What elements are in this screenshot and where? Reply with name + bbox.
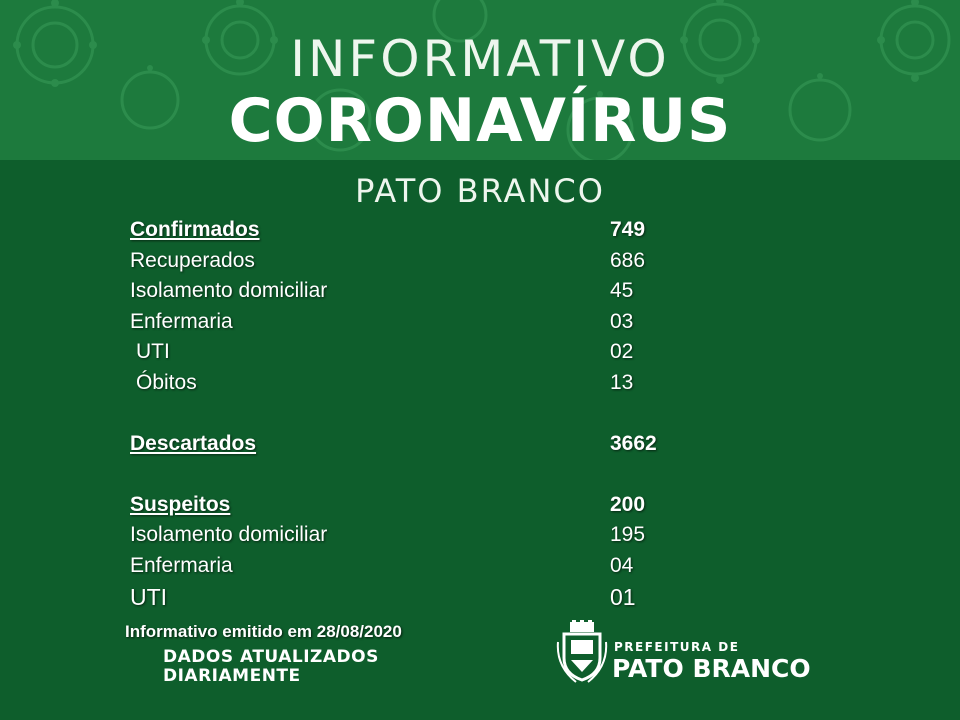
stat-label: Isolamento domiciliar xyxy=(130,279,328,302)
stat-value: 03 xyxy=(610,309,634,333)
stat-value: 3662 xyxy=(610,431,657,455)
logo-prefeitura-label: PREFEITURA DE xyxy=(614,640,740,654)
stat-label: Óbitos xyxy=(136,370,197,394)
stat-row-obitos xyxy=(130,369,690,400)
stat-row-uti xyxy=(130,338,690,369)
spacer xyxy=(130,399,690,430)
stat-label: Confirmados xyxy=(130,218,260,241)
stat-value: 02 xyxy=(610,340,634,363)
stat-label: UTI xyxy=(130,584,168,610)
stat-value: 749 xyxy=(610,218,646,241)
spacer xyxy=(130,460,690,491)
stat-value: 01 xyxy=(610,584,636,610)
title-coronavirus: CORONAVÍRUS xyxy=(228,86,732,156)
stat-row-recuperados xyxy=(130,247,690,278)
header-banner xyxy=(0,0,960,160)
daily-line-1: DADOS ATUALIZADOS xyxy=(163,647,379,667)
logo-city-name: PATO BRANCO xyxy=(612,654,811,683)
daily-update-note xyxy=(163,648,379,686)
title-informativo: INFORMATIVO xyxy=(290,30,670,88)
stat-row-confirmados xyxy=(130,216,690,247)
stat-row-isolamento xyxy=(130,277,690,308)
stat-label: Descartados xyxy=(130,431,257,455)
stat-label: Enfermaria xyxy=(130,553,233,577)
stat-value: 195 xyxy=(610,523,646,546)
stat-row-enfermaria-suspeitos xyxy=(130,552,690,583)
stat-row-suspeitos xyxy=(130,491,690,522)
stat-value: 45 xyxy=(610,279,634,302)
daily-line-2: DIARIAMENTE xyxy=(163,666,301,686)
stat-label: UTI xyxy=(136,340,170,363)
stat-row-enfermaria xyxy=(130,308,690,339)
stat-row-isolamento-suspeitos xyxy=(130,521,690,552)
stat-value: 04 xyxy=(610,553,634,577)
stat-row-descartados xyxy=(130,430,690,461)
stats-table xyxy=(130,216,690,613)
stat-row-uti-suspeitos xyxy=(130,582,690,613)
prefeitura-logo xyxy=(556,620,811,690)
stat-value: 686 xyxy=(610,248,646,272)
stat-value: 200 xyxy=(610,492,646,516)
stat-label: Isolamento domiciliar xyxy=(130,523,328,546)
stat-value: 13 xyxy=(610,370,634,394)
city-crest-icon xyxy=(556,620,608,684)
stat-label: Enfermaria xyxy=(130,309,233,333)
stat-label: Suspeitos xyxy=(130,492,231,516)
emitted-date-note: Informativo emitido em 28/08/2020 xyxy=(125,622,402,641)
stat-label: Recuperados xyxy=(130,248,255,272)
subtitle-city: PATO BRANCO xyxy=(355,172,605,210)
